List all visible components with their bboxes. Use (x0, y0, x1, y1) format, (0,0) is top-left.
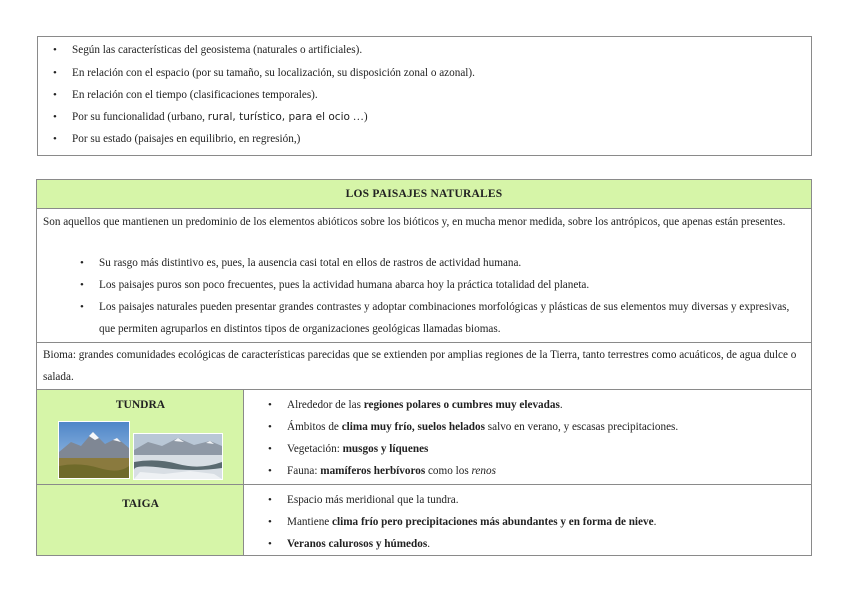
list-item: • Fauna: mamíferos herbívoros como los renos (268, 465, 496, 477)
list-item: • En relación con el espacio (por su tamaño, su localización, su disposición zonal o azonal). (53, 67, 475, 79)
classification-list-box (37, 36, 812, 156)
list-item: • Los paisajes naturales pueden presentar grandes contrastes y adoptar combinaciones morfológicas y plásticas de sus elementos muy diversas y expresivas, que permiten agruparlos en distintos tipos de organizaciones geológicas llamadas biomas. (99, 296, 799, 340)
list-item: • Vegetación: musgos y líquenes (268, 443, 429, 455)
divider (37, 342, 811, 343)
list-item: • Veranos calurosos y húmedos. (268, 538, 430, 550)
column-divider (243, 389, 244, 555)
table-header: LOS PAISAJES NATURALES (37, 180, 811, 209)
bullet: • (268, 465, 272, 477)
bullet: • (268, 538, 272, 550)
bullet: • (268, 516, 272, 528)
bullet: • (268, 421, 272, 433)
list-item: • Espacio más meridional que la tundra. (268, 494, 459, 506)
tundra-title: TUNDRA (115, 399, 166, 411)
list-item: • Los paisajes puros son poco frecuentes, pues la actividad humana abarca hoy la práctica totalidad del planeta. (99, 274, 799, 296)
bullet: • (80, 279, 84, 291)
tundra-snow-photo (133, 433, 223, 480)
bullet: • (53, 111, 57, 123)
list-item: • Según las características del geosistema (naturales o artificiales). (53, 44, 363, 56)
list-item: • Por su funcionalidad (urbano, rural, turístico, para el ocio …) (53, 111, 368, 123)
taiga-cell (37, 485, 244, 555)
list-item: • Ámbitos de clima muy frío, suelos helados salvo en verano, y escasas precipitaciones. (268, 421, 679, 433)
bullet: • (53, 44, 57, 56)
taiga-title: TAIGA (122, 498, 159, 510)
bullet: • (53, 67, 57, 79)
bullet: • (80, 257, 84, 269)
bullet: • (268, 443, 272, 455)
list-item: • En relación con el tiempo (clasificaciones temporales). (53, 89, 318, 101)
list-item: • Por su estado (paisajes en equilibrio, en regresión,) (53, 133, 301, 145)
bullet: • (268, 399, 272, 411)
tundra-mountain-photo (58, 421, 130, 479)
natural-landscapes-table (36, 179, 812, 556)
list-item: • Mantiene clima frío pero precipitaciones más abundantes y en forma de nieve. (268, 516, 657, 528)
bullet: • (53, 89, 57, 101)
list-item: • Alrededor de las regiones polares o cumbres muy elevadas. (268, 399, 563, 411)
intro-text: Son aquellos que mantienen un predominio de los elementos abióticos sobre los bióticos y, en mucha menor medida, sobre los antrópicos, que apenas están presentes. (43, 216, 786, 228)
list-item: • Su rasgo más distintivo es, pues, la ausencia casi total en ellos de rastros de actividad humana. (99, 252, 799, 274)
handwritten-insert: rural, turístico, para el ocio (207, 111, 350, 123)
bullet: • (268, 494, 272, 506)
bioma-definition: Bioma: grandes comunidades ecológicas de características parecidas que se extienden por amplias regiones de la Tierra, tanto terrestres como acuáticos, de agua dulce o salada. (43, 349, 797, 383)
bullet: • (80, 301, 84, 313)
bullet: • (53, 133, 57, 145)
